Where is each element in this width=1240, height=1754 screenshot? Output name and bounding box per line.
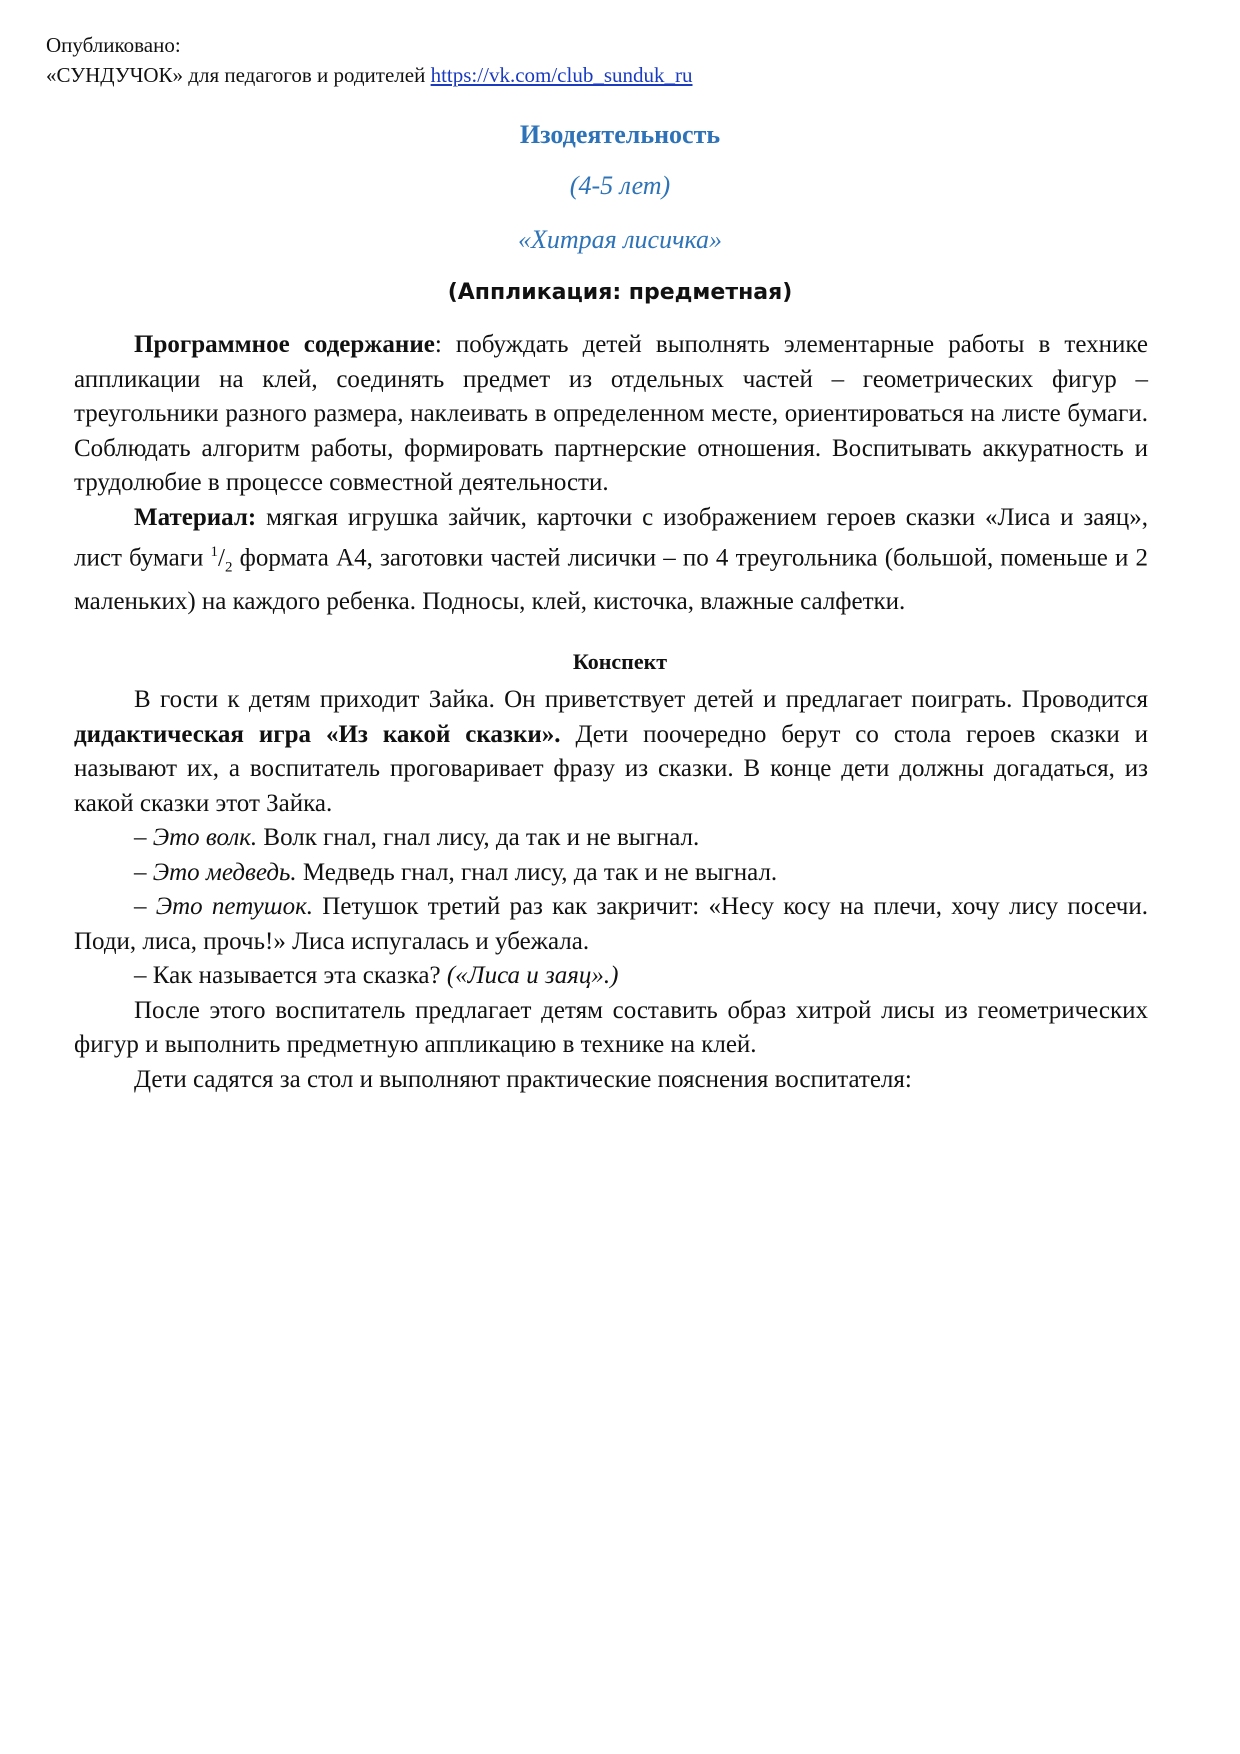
source-line bbox=[46, 60, 693, 90]
dialog-dash: – bbox=[134, 893, 156, 920]
vk-link[interactable]: https://vk.com/club_sunduk_ru bbox=[430, 63, 693, 87]
final-paragraph: Дети садятся за стол и выполняют практические пояснения воспитателя: bbox=[134, 1065, 912, 1093]
intro-paragraph bbox=[74, 683, 1148, 821]
source-text: «СУНДУЧОК» для педагогов и родителей bbox=[46, 63, 426, 87]
dialog-text: Петушок третий раз как закричит: «Несу косу на плечи, хочу лису посечи. Поди, лиса, прочь!» Лиса испугалась и убежала. bbox=[74, 893, 1148, 955]
material-text-a: мягкая игрушка зайчик, карточки с изображением героев сказки «Лиса и заяц», лист бумаги bbox=[74, 503, 1148, 572]
material-paragraph bbox=[74, 501, 1148, 620]
dialog-dash: – bbox=[134, 824, 153, 851]
game-name: дидактическая игра «Из какой сказки». bbox=[74, 720, 561, 748]
program-paragraph bbox=[74, 328, 1148, 501]
question-answer: («Лиса и заяц».) bbox=[446, 962, 619, 989]
program-label: Программное содержание bbox=[134, 331, 435, 358]
age-range: (4-5 лет) bbox=[569, 171, 671, 200]
dialog-character: Это медведь. bbox=[152, 858, 297, 886]
program-block bbox=[74, 328, 1148, 619]
published-label: Опубликовано: bbox=[46, 33, 181, 57]
dialog-line-wolf bbox=[74, 821, 1148, 856]
material-label: Материал: bbox=[134, 503, 257, 531]
section-heading: Конспект bbox=[572, 649, 668, 674]
dialog-text: Медведь гнал, гнал лису, да так и не выгнал. bbox=[296, 858, 778, 886]
after-paragraph: После этого воспитатель предлагает детям составить образ хитрой лисы из геометрических фигур и выполнить предметную аппликацию в технике на клей. bbox=[74, 996, 1148, 1058]
question-line bbox=[74, 959, 1148, 994]
dialog-text: Волк гнал, гнал лису, да так и не выгнал. bbox=[257, 824, 700, 851]
fraction-separator: / bbox=[218, 544, 225, 572]
intro-text-b: Дети поочередно берут со стола героев сказки и называют их, а воспитатель проговаривает фразу из сказки. В конце дети должны догадаться, из какой сказки этот Зайка. bbox=[74, 720, 1148, 817]
question-text: – Как называется эта сказка? bbox=[134, 962, 447, 989]
page-title: Изодеятельность bbox=[519, 120, 721, 149]
dialog-dash: – bbox=[134, 858, 153, 886]
dialog-character: Это петушок. bbox=[155, 893, 314, 920]
material-text-b: формата А4, заготовки частей лисички – по 4 треугольника (большой, поменьше и 2 маленьких) на каждого ребенка. Подносы, клей, кисточка, влажные салфетки. bbox=[74, 544, 1148, 615]
lesson-type: (Аппликация: предметная) bbox=[447, 280, 793, 305]
intro-text-a: В гости к детям приходит Зайка. Он приветствует детей и предлагает поиграть. Проводится bbox=[134, 686, 1148, 713]
dialog-line-rooster bbox=[74, 890, 1148, 959]
fraction-denominator: 2 bbox=[224, 559, 233, 576]
publication-header bbox=[46, 30, 693, 90]
program-text: : побуждать детей выполнять элементарные работы в технике аппликации на клей, соединять предмет из отдельных частей – геометрических фигур – треугольники разного размера, наклеивать в определенном месте, ориентироваться на листе бумаги. Соблюдать алгоритм работы, формировать партнерские отношения. Воспитывать аккуратность и трудолюбие в процессе совместной деятельности. bbox=[74, 331, 1148, 496]
lesson-title: «Хитрая лисичка» bbox=[517, 225, 723, 254]
dialog-character: Это волк. bbox=[152, 824, 258, 851]
summary-block bbox=[74, 683, 1148, 1097]
dialog-line-bear bbox=[74, 856, 1148, 891]
fraction-numerator: 1 bbox=[210, 544, 219, 560]
